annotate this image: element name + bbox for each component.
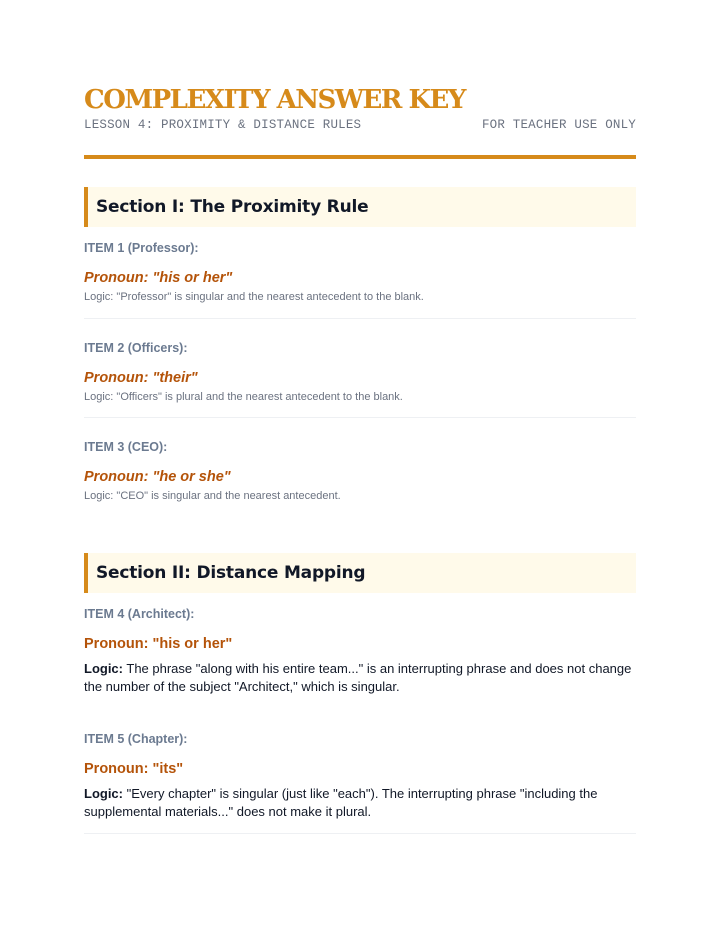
item-logic: Logic: "Professor" is singular and the nearest antecedent to the blank.: [84, 291, 424, 303]
section-heading-1: [84, 187, 636, 227]
answer-item-3: [84, 440, 636, 502]
logic-label: Logic:: [84, 661, 123, 676]
lesson-label: LESSON 4: PROXIMITY & DISTANCE RULES: [84, 118, 362, 132]
item-label: ITEM 4 (Architect):: [84, 607, 195, 621]
item-logic: [84, 785, 636, 821]
item-divider: [84, 318, 636, 319]
item-pronoun: Pronoun: "their": [84, 370, 198, 386]
logic-text: "Every chapter" is singular (just like "each"). The interrupting phrase "including the supplemental materials..." does not make it plural.: [84, 786, 598, 819]
item-pronoun: Pronoun: "its": [84, 761, 184, 777]
item-pronoun: Pronoun: "his or her": [84, 270, 233, 286]
section-title: Section I: The Proximity Rule: [96, 197, 369, 217]
item-pronoun: Pronoun: "his or her": [84, 636, 233, 652]
item-logic: Logic: "CEO" is singular and the nearest antecedent.: [84, 490, 341, 502]
item-divider: [84, 417, 636, 418]
answer-item-4: [84, 607, 636, 696]
item-logic: Logic: "Officers" is plural and the nearest antecedent to the blank.: [84, 391, 403, 403]
section-heading-2: [84, 553, 636, 593]
item-label: ITEM 1 (Professor):: [84, 241, 199, 255]
item-pronoun: Pronoun: "he or she": [84, 469, 231, 485]
section-title: Section II: Distance Mapping: [96, 563, 366, 583]
item-logic: [84, 660, 636, 696]
item-label: ITEM 5 (Chapter):: [84, 732, 188, 746]
header: [84, 84, 636, 132]
header-subline: [84, 118, 636, 132]
logic-text: The phrase "along with his entire team..." is an interrupting phrase and does not change the number of the subject "Architect," which is singular.: [84, 661, 632, 694]
answer-item-5: [84, 732, 636, 821]
item-label: ITEM 3 (CEO):: [84, 440, 168, 454]
page-title: COMPLEXITY ANSWER KEY: [84, 85, 465, 115]
answer-item-2: [84, 341, 636, 403]
logic-label: Logic:: [84, 786, 123, 801]
item-divider: [84, 833, 636, 834]
audience-label: FOR TEACHER USE ONLY: [481, 118, 636, 132]
answer-item-1: [84, 241, 636, 303]
header-divider: [84, 155, 636, 159]
item-label: ITEM 2 (Officers):: [84, 341, 188, 355]
